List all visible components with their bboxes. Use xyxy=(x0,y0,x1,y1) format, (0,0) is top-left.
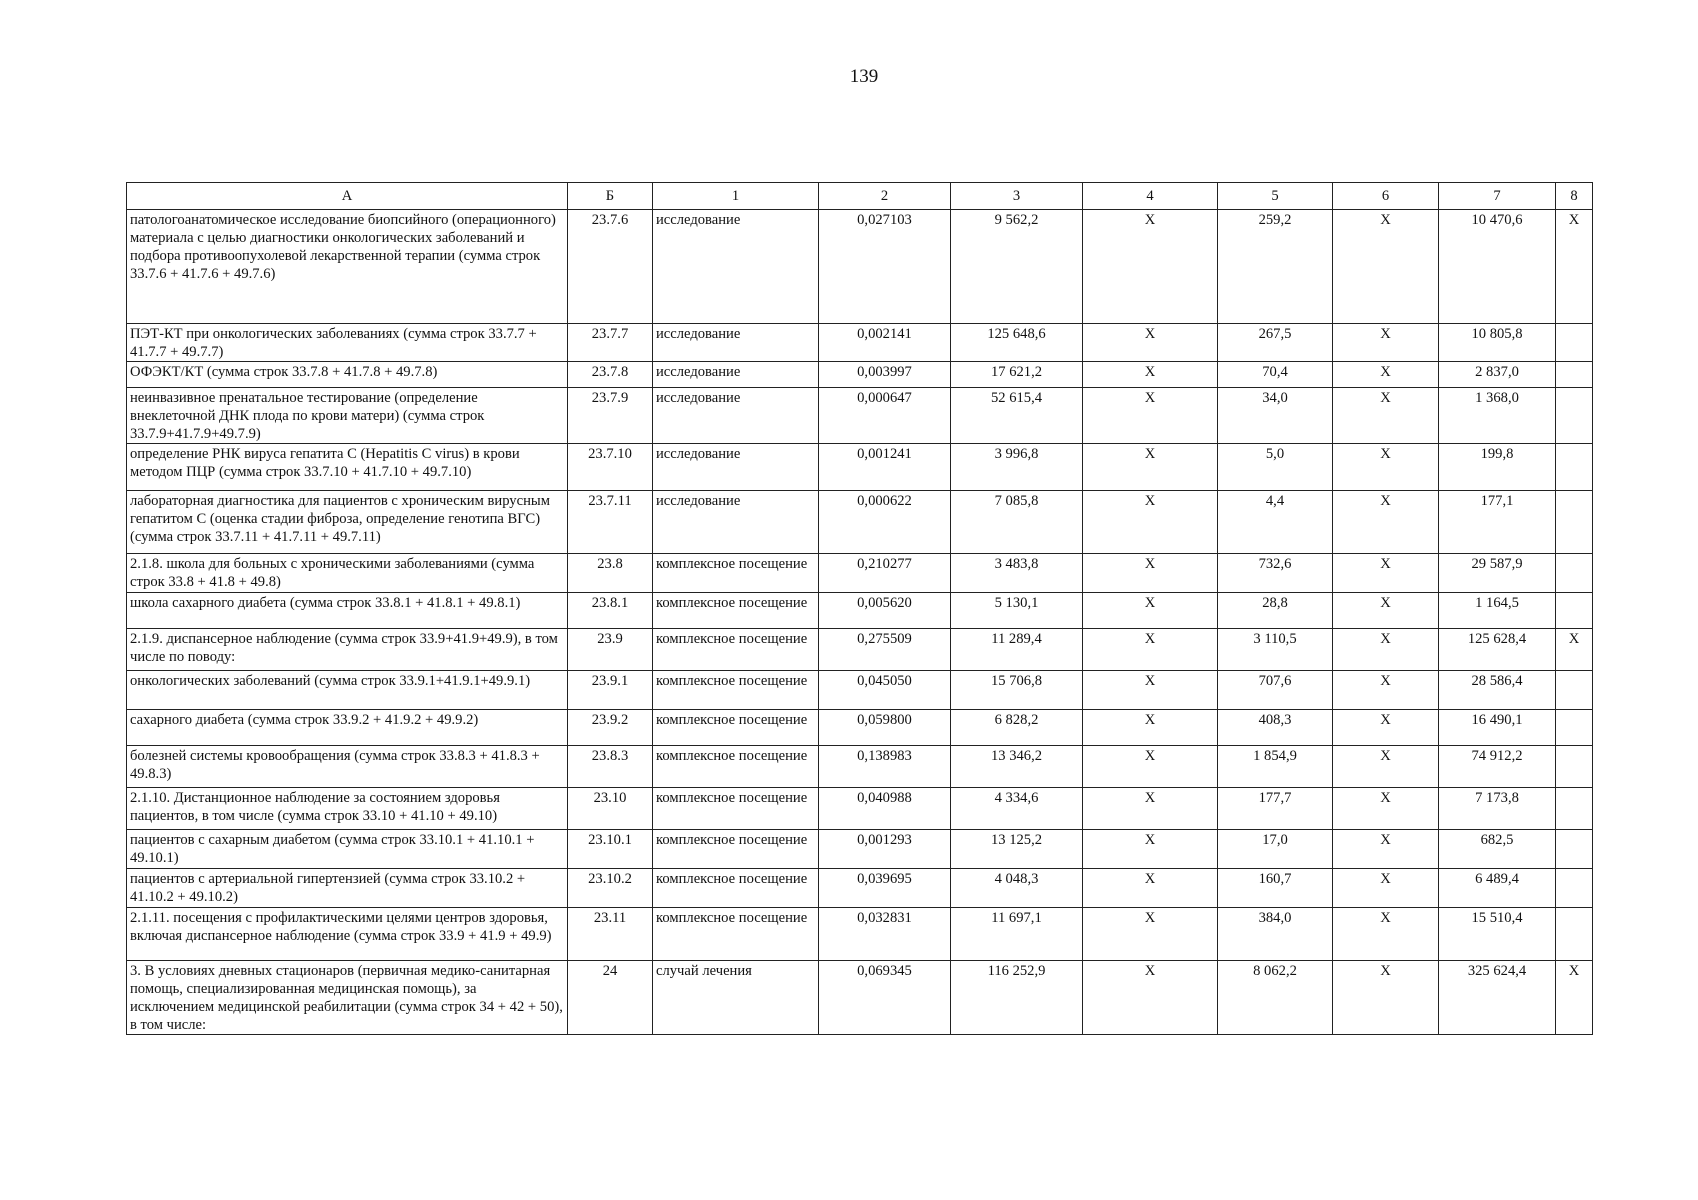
column-header: 5 xyxy=(1218,183,1333,210)
cell-c8 xyxy=(1556,746,1593,788)
cell-c2: 0,059800 xyxy=(819,710,951,746)
cell-code: 23.10.2 xyxy=(568,869,653,908)
page-number: 139 xyxy=(849,66,879,87)
cell-name: 3. В условиях дневных стационаров (первичная медико-санитарная помощь, специализированная медицинская помощь), за исключением медицинской реабилитации (сумма строк 34 + 42 + 50), в том числе: xyxy=(127,961,568,1035)
cell-c4: Х xyxy=(1083,210,1218,324)
cell-name: пациентов с артериальной гипертензией (сумма строк 33.10.2 + 41.10.2 + 49.10.2) xyxy=(127,869,568,908)
table-row xyxy=(127,362,1593,388)
cell-code: 23.7.11 xyxy=(568,491,653,554)
cell-name: сахарного диабета (сумма строк 33.9.2 + 41.9.2 + 49.9.2) xyxy=(127,710,568,746)
cell-c6: Х xyxy=(1333,629,1439,671)
cell-c2: 0,210277 xyxy=(819,554,951,593)
cell-c3: 3 483,8 xyxy=(951,554,1083,593)
cell-name: лабораторная диагностика для пациентов с хроническим вирусным гепатитом С (оценка стадии фиброза, определение генотипа ВГС) (сумма строк 33.7.11 + 41.7.11 + 49.7.11) xyxy=(127,491,568,554)
cell-c3: 11 289,4 xyxy=(951,629,1083,671)
cell-unit: случай лечения xyxy=(653,961,819,1035)
cell-c2: 0,275509 xyxy=(819,629,951,671)
cell-c5: 4,4 xyxy=(1218,491,1333,554)
cell-code: 24 xyxy=(568,961,653,1035)
cell-c5: 384,0 xyxy=(1218,908,1333,961)
cell-c8 xyxy=(1556,908,1593,961)
cell-c4: Х xyxy=(1083,710,1218,746)
cell-name: школа сахарного диабета (сумма строк 33.8.1 + 41.8.1 + 49.8.1) xyxy=(127,593,568,629)
cell-c8: Х xyxy=(1556,210,1593,324)
table-row xyxy=(127,593,1593,629)
column-header: 7 xyxy=(1439,183,1556,210)
cell-c5: 28,8 xyxy=(1218,593,1333,629)
cell-c4: Х xyxy=(1083,491,1218,554)
table-row xyxy=(127,554,1593,593)
cell-c8 xyxy=(1556,362,1593,388)
cell-c3: 4 048,3 xyxy=(951,869,1083,908)
cell-name: неинвазивное пренатальное тестирование (определение внеклеточной ДНК плода по крови матери) (сумма строк 33.7.9+41.7.9+49.7.9) xyxy=(127,388,568,444)
cell-c3: 13 346,2 xyxy=(951,746,1083,788)
cell-c5: 8 062,2 xyxy=(1218,961,1333,1035)
cell-c6: Х xyxy=(1333,746,1439,788)
cell-code: 23.7.7 xyxy=(568,324,653,362)
cell-c8 xyxy=(1556,869,1593,908)
cell-c7: 15 510,4 xyxy=(1439,908,1556,961)
table-row xyxy=(127,629,1593,671)
cell-c2: 0,005620 xyxy=(819,593,951,629)
cell-name: пациентов с сахарным диабетом (сумма строк 33.10.1 + 41.10.1 + 49.10.1) xyxy=(127,830,568,869)
cell-c6: Х xyxy=(1333,788,1439,830)
cell-c7: 682,5 xyxy=(1439,830,1556,869)
cell-unit: комплексное посещение xyxy=(653,746,819,788)
column-header: Б xyxy=(568,183,653,210)
cell-unit: исследование xyxy=(653,491,819,554)
cell-c5: 17,0 xyxy=(1218,830,1333,869)
cell-c5: 408,3 xyxy=(1218,710,1333,746)
cell-code: 23.8 xyxy=(568,554,653,593)
cell-c4: Х xyxy=(1083,671,1218,710)
cell-c5: 3 110,5 xyxy=(1218,629,1333,671)
cell-c4: Х xyxy=(1083,629,1218,671)
cell-c8 xyxy=(1556,491,1593,554)
cell-unit: комплексное посещение xyxy=(653,629,819,671)
cell-c8 xyxy=(1556,593,1593,629)
cell-c2: 0,039695 xyxy=(819,869,951,908)
cell-code: 23.10 xyxy=(568,788,653,830)
table-row xyxy=(127,908,1593,961)
cell-c6: Х xyxy=(1333,710,1439,746)
cell-c8: Х xyxy=(1556,961,1593,1035)
cell-code: 23.9 xyxy=(568,629,653,671)
cell-code: 23.8.3 xyxy=(568,746,653,788)
cell-c4: Х xyxy=(1083,593,1218,629)
cell-unit: комплексное посещение xyxy=(653,788,819,830)
cell-unit: исследование xyxy=(653,324,819,362)
cell-c7: 2 837,0 xyxy=(1439,362,1556,388)
table-row xyxy=(127,671,1593,710)
cell-c8: Х xyxy=(1556,629,1593,671)
table-body xyxy=(127,210,1593,1035)
cell-c5: 70,4 xyxy=(1218,362,1333,388)
cell-unit: исследование xyxy=(653,444,819,491)
cell-c8 xyxy=(1556,671,1593,710)
cell-c3: 17 621,2 xyxy=(951,362,1083,388)
cell-c7: 177,1 xyxy=(1439,491,1556,554)
cell-unit: комплексное посещение xyxy=(653,869,819,908)
table-row xyxy=(127,388,1593,444)
cell-c7: 10 470,6 xyxy=(1439,210,1556,324)
cell-c6: Х xyxy=(1333,593,1439,629)
table-header-row xyxy=(127,183,1593,210)
cell-c4: Х xyxy=(1083,554,1218,593)
table-row xyxy=(127,788,1593,830)
cell-c7: 6 489,4 xyxy=(1439,869,1556,908)
cell-c6: Х xyxy=(1333,908,1439,961)
column-header: 6 xyxy=(1333,183,1439,210)
cell-c3: 4 334,6 xyxy=(951,788,1083,830)
cell-c5: 707,6 xyxy=(1218,671,1333,710)
cell-name: болезней системы кровообращения (сумма строк 33.8.3 + 41.8.3 + 49.8.3) xyxy=(127,746,568,788)
cell-name: определение РНК вируса гепатита С (Hepatitis C virus) в крови методом ПЦР (сумма строк 33.7.10 + 41.7.10 + 49.7.10) xyxy=(127,444,568,491)
cell-c3: 52 615,4 xyxy=(951,388,1083,444)
cell-c8 xyxy=(1556,388,1593,444)
cell-c6: Х xyxy=(1333,961,1439,1035)
cell-c2: 0,003997 xyxy=(819,362,951,388)
cell-c8 xyxy=(1556,324,1593,362)
cell-c6: Х xyxy=(1333,388,1439,444)
cell-name: ПЭТ-КТ при онкологических заболеваниях (сумма строк 33.7.7 + 41.7.7 + 49.7.7) xyxy=(127,324,568,362)
cell-code: 23.10.1 xyxy=(568,830,653,869)
cell-c2: 0,069345 xyxy=(819,961,951,1035)
cell-c2: 0,138983 xyxy=(819,746,951,788)
cell-c6: Х xyxy=(1333,324,1439,362)
cell-c7: 28 586,4 xyxy=(1439,671,1556,710)
cell-c3: 125 648,6 xyxy=(951,324,1083,362)
cell-c3: 15 706,8 xyxy=(951,671,1083,710)
cell-c7: 199,8 xyxy=(1439,444,1556,491)
cell-c7: 74 912,2 xyxy=(1439,746,1556,788)
cell-c5: 177,7 xyxy=(1218,788,1333,830)
cell-code: 23.8.1 xyxy=(568,593,653,629)
cell-name: онкологических заболеваний (сумма строк 33.9.1+41.9.1+49.9.1) xyxy=(127,671,568,710)
column-header: 1 xyxy=(653,183,819,210)
cell-c2: 0,032831 xyxy=(819,908,951,961)
cell-c2: 0,001241 xyxy=(819,444,951,491)
cell-c7: 325 624,4 xyxy=(1439,961,1556,1035)
cell-c4: Х xyxy=(1083,388,1218,444)
cell-c3: 5 130,1 xyxy=(951,593,1083,629)
cell-code: 23.7.6 xyxy=(568,210,653,324)
cell-c6: Х xyxy=(1333,554,1439,593)
cell-c2: 0,040988 xyxy=(819,788,951,830)
cell-c7: 1 368,0 xyxy=(1439,388,1556,444)
cell-name: патологоанатомическое исследование биопсийного (операционного) материала с целью диагностики онкологических заболеваний и подбора противоопухолевой лекарственной терапии (сумма строк 33.7.6 + 41.7.6 + 49.7.6) xyxy=(127,210,568,324)
cell-c2: 0,001293 xyxy=(819,830,951,869)
cell-c6: Х xyxy=(1333,869,1439,908)
cell-c5: 160,7 xyxy=(1218,869,1333,908)
column-header: 2 xyxy=(819,183,951,210)
cell-c7: 125 628,4 xyxy=(1439,629,1556,671)
cell-c7: 16 490,1 xyxy=(1439,710,1556,746)
cell-code: 23.7.10 xyxy=(568,444,653,491)
table-row xyxy=(127,961,1593,1035)
cell-code: 23.7.8 xyxy=(568,362,653,388)
cell-unit: исследование xyxy=(653,388,819,444)
table-row xyxy=(127,210,1593,324)
cell-c2: 0,045050 xyxy=(819,671,951,710)
cell-unit: комплексное посещение xyxy=(653,908,819,961)
cell-c6: Х xyxy=(1333,210,1439,324)
cell-code: 23.9.1 xyxy=(568,671,653,710)
cell-c5: 259,2 xyxy=(1218,210,1333,324)
cell-c7: 29 587,9 xyxy=(1439,554,1556,593)
cell-c6: Х xyxy=(1333,671,1439,710)
data-table xyxy=(126,182,1593,1035)
cell-c4: Х xyxy=(1083,746,1218,788)
cell-c4: Х xyxy=(1083,788,1218,830)
cell-c3: 7 085,8 xyxy=(951,491,1083,554)
cell-c2: 0,000622 xyxy=(819,491,951,554)
cell-c3: 3 996,8 xyxy=(951,444,1083,491)
cell-c2: 0,002141 xyxy=(819,324,951,362)
table-row xyxy=(127,444,1593,491)
cell-code: 23.11 xyxy=(568,908,653,961)
table-row xyxy=(127,324,1593,362)
cell-c4: Х xyxy=(1083,908,1218,961)
cell-c3: 13 125,2 xyxy=(951,830,1083,869)
cell-c4: Х xyxy=(1083,961,1218,1035)
cell-c7: 10 805,8 xyxy=(1439,324,1556,362)
cell-c4: Х xyxy=(1083,324,1218,362)
cell-c7: 1 164,5 xyxy=(1439,593,1556,629)
cell-c4: Х xyxy=(1083,869,1218,908)
cell-c8 xyxy=(1556,554,1593,593)
column-header: 3 xyxy=(951,183,1083,210)
cell-c8 xyxy=(1556,444,1593,491)
column-header: А xyxy=(127,183,568,210)
cell-unit: комплексное посещение xyxy=(653,830,819,869)
cell-c4: Х xyxy=(1083,362,1218,388)
cell-unit: комплексное посещение xyxy=(653,593,819,629)
cell-unit: исследование xyxy=(653,362,819,388)
cell-name: ОФЭКТ/КТ (сумма строк 33.7.8 + 41.7.8 + 49.7.8) xyxy=(127,362,568,388)
cell-unit: комплексное посещение xyxy=(653,671,819,710)
cell-c3: 11 697,1 xyxy=(951,908,1083,961)
cell-c3: 9 562,2 xyxy=(951,210,1083,324)
table-row xyxy=(127,830,1593,869)
cell-c8 xyxy=(1556,710,1593,746)
cell-c6: Х xyxy=(1333,362,1439,388)
cell-c6: Х xyxy=(1333,444,1439,491)
cell-c3: 116 252,9 xyxy=(951,961,1083,1035)
table-row xyxy=(127,746,1593,788)
cell-name: 2.1.11. посещения с профилактическими целями центров здоровья, включая диспансерное наблюдение (сумма строк 33.9 + 41.9 + 49.9) xyxy=(127,908,568,961)
cell-c8 xyxy=(1556,830,1593,869)
cell-c2: 0,027103 xyxy=(819,210,951,324)
column-header: 8 xyxy=(1556,183,1593,210)
cell-unit: исследование xyxy=(653,210,819,324)
cell-c2: 0,000647 xyxy=(819,388,951,444)
cell-code: 23.7.9 xyxy=(568,388,653,444)
cell-c6: Х xyxy=(1333,830,1439,869)
column-header: 4 xyxy=(1083,183,1218,210)
table-row xyxy=(127,491,1593,554)
cell-name: 2.1.9. диспансерное наблюдение (сумма строк 33.9+41.9+49.9), в том числе по поводу: xyxy=(127,629,568,671)
cell-c7: 7 173,8 xyxy=(1439,788,1556,830)
cell-c4: Х xyxy=(1083,444,1218,491)
cell-c4: Х xyxy=(1083,830,1218,869)
cell-name: 2.1.10. Дистанционное наблюдение за состоянием здоровья пациентов, в том числе (сумма строк 33.10 + 41.10 + 49.10) xyxy=(127,788,568,830)
cell-unit: комплексное посещение xyxy=(653,710,819,746)
cell-unit: комплексное посещение xyxy=(653,554,819,593)
table-row xyxy=(127,869,1593,908)
cell-c5: 1 854,9 xyxy=(1218,746,1333,788)
table-row xyxy=(127,710,1593,746)
cell-c8 xyxy=(1556,788,1593,830)
cell-c6: Х xyxy=(1333,491,1439,554)
cell-c5: 267,5 xyxy=(1218,324,1333,362)
cell-c5: 732,6 xyxy=(1218,554,1333,593)
cell-name: 2.1.8. школа для больных с хроническими заболеваниями (сумма строк 33.8 + 41.8 + 49.8) xyxy=(127,554,568,593)
cell-code: 23.9.2 xyxy=(568,710,653,746)
cell-c5: 5,0 xyxy=(1218,444,1333,491)
cell-c3: 6 828,2 xyxy=(951,710,1083,746)
cell-c5: 34,0 xyxy=(1218,388,1333,444)
